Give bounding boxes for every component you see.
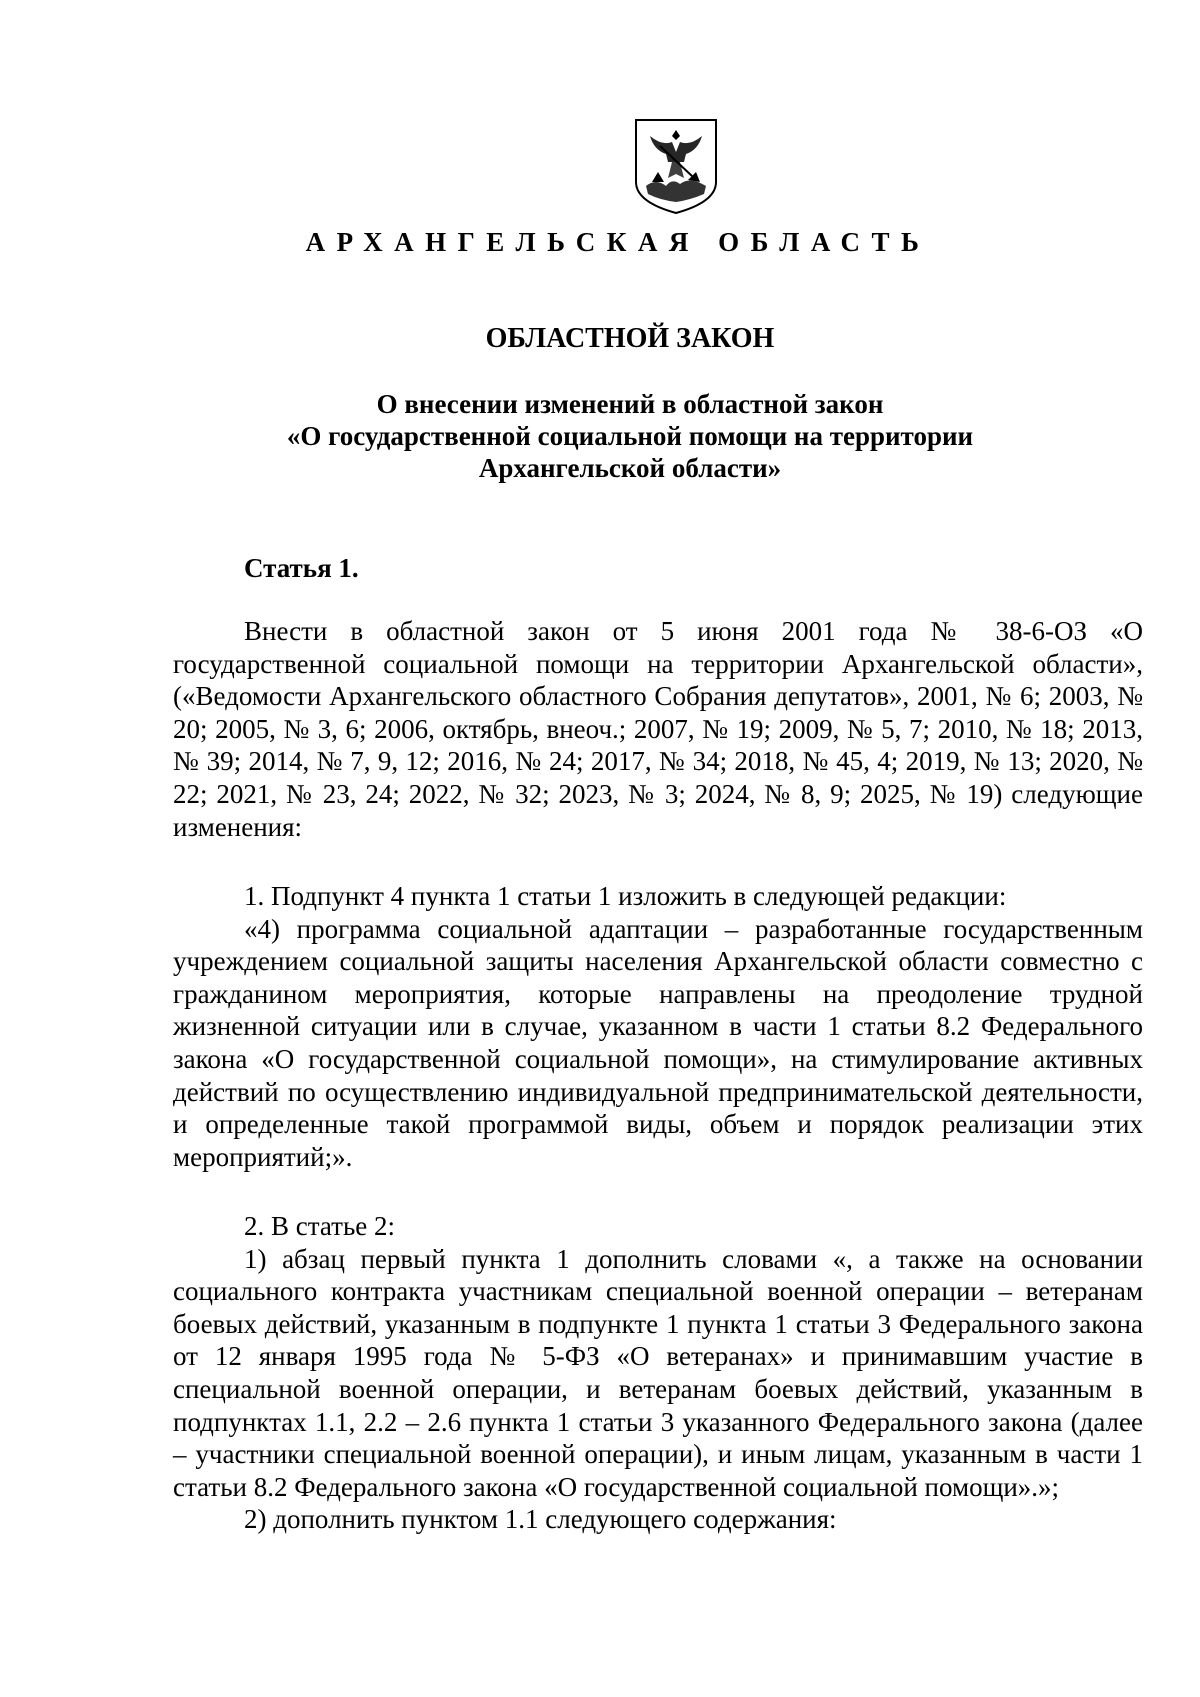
item-2-heading: 2. В статье 2: (244, 1211, 396, 1241)
article-intro-paragraph: Внести в областной закон от 5 июня 2001 года № 38-6-ОЗ «О государственной социальной помощи на территории Архангельской области», («Ведомости Архангельского областного Собрания депутатов», 2001, № 6; 2003, № 20; 2005, № 3, 6; 2006, октябрь, внеоч.; 2007, № 19; 2009, № 5, 7; 2010, № 18; 2013, № 39; 2014, № 7, 9, 12; 2016, № 24; 2017, № 34; 2018, № 45, 4; 2019, № 13; 2020, № 22; 2021, № 23, 24; 2022, № 32; 2023, № 3; 2024, № 8, 9; 2025, № 19) следующие изменения: (173, 616, 1143, 842)
coat-of-arms-icon (632, 116, 720, 216)
law-title-line: О внесении изменений в областной закон (376, 389, 884, 419)
article-heading: Статья 1. (244, 553, 359, 583)
law-type: ОБЛАСТНОЙ ЗАКОН (485, 323, 775, 354)
item-2-subitem-2: 2) дополнить пунктом 1.1 следующего содержания: (244, 1504, 837, 1535)
region-name: АРХАНГЕЛЬСКАЯ ОБЛАСТЬ (305, 227, 931, 257)
item-1-text: «4) программа социальной адаптации – разработанные государственным учреждением социальной защиты населения Архангельской области совместно с гражданином мероприятия, которые направлены на преодоление трудной жизненной ситуации или в случае, указанном в части 1 статьи 8.2 Федерального закона «О государственной социальной помощи», на стимулирование активных действий по осуществлению индивидуальной предпринимательской деятельности, и определенные такой программой виды, объем и порядок реализации этих мероприятий;». (173, 913, 1143, 1172)
law-title-line: «О государственной социальной помощи на территории (286, 421, 974, 451)
item-1-heading: 1. Подпункт 4 пункта 1 статьи 1 изложить в следующей редакции: (244, 881, 1007, 911)
item-1-block (173, 880, 1143, 1173)
item-2-subitem-1: 1) абзац первый пункта 1 дополнить словами «, а также на основании социального контракта участникам специальной военной операции – ветеранам боевых действий, указанным в подпункте 1 пункта 1 статьи 3 Федерального закона от 12 января 1995 года № 5-ФЗ «О ветеранах» и принимавшим участие в специальной военной операции, и ветеранам боевых действий, указанным в подпунктах 1.1, 2.2 – 2.6 пункта 1 статьи 3 указанного Федерального закона (далее – участники специальной военной операции), и иным лицам, указанным в части 1 статьи 8.2 Федерального закона «О государственной социальной помощи».»; (173, 1243, 1143, 1502)
article-intro-block (173, 615, 1143, 843)
law-title (0, 388, 1200, 484)
law-title-line: Архангельской области» (478, 453, 782, 483)
item-2-block (173, 1210, 1143, 1536)
